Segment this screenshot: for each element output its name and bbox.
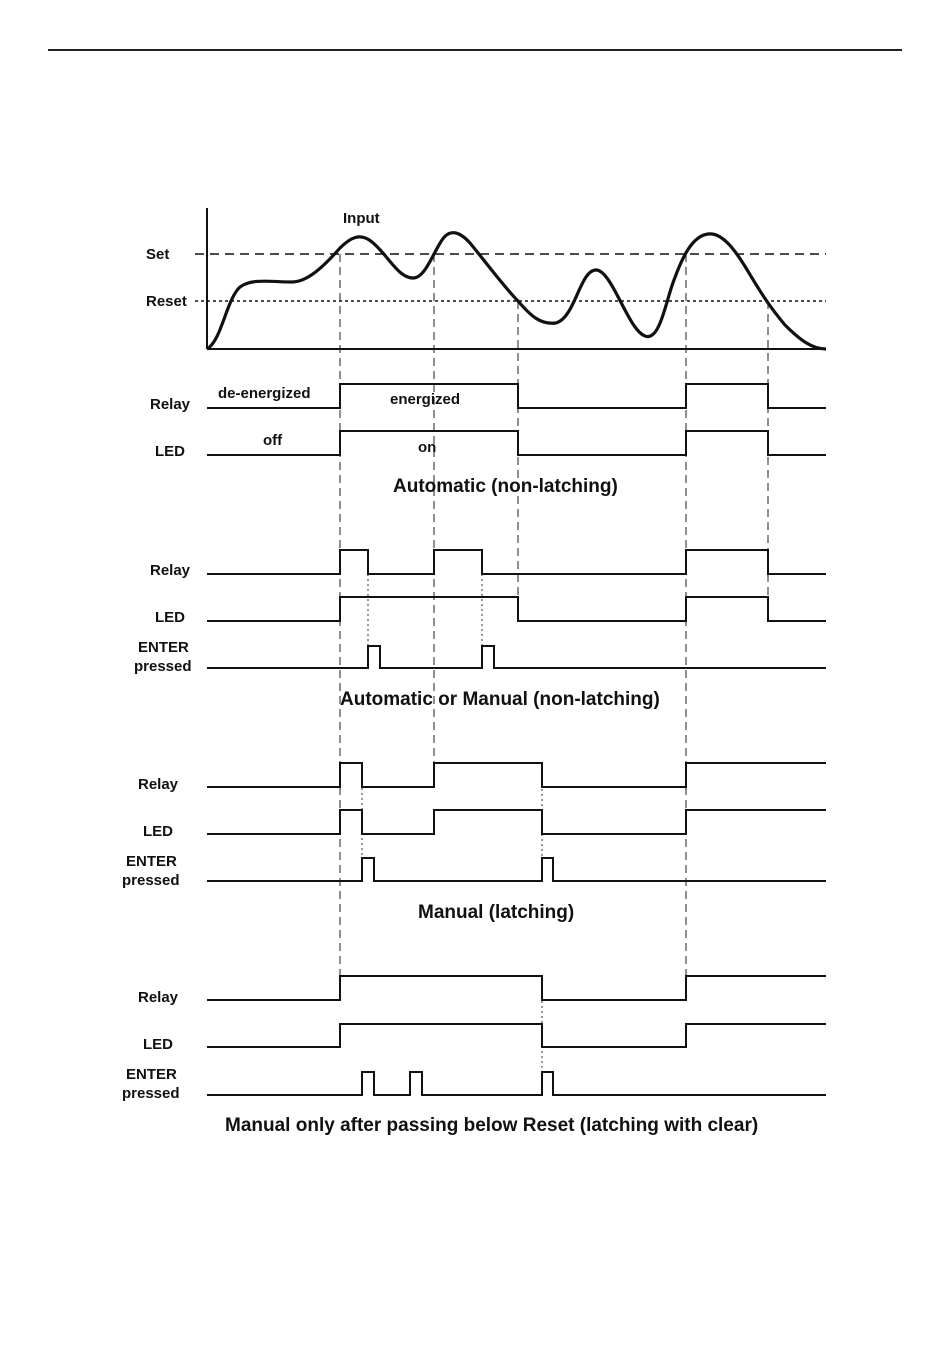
section-caption: Automatic (non-latching) [393,476,618,497]
enter-label-line1: ENTER [138,639,189,656]
enter-label-line1: ENTER [126,1066,177,1083]
guide-lines [340,254,768,1072]
led-signal [207,431,826,455]
enter-label-line1: ENTER [126,853,177,870]
on-label: on [418,439,437,456]
section-caption: Manual only after passing below Reset (latching with clear) [225,1115,759,1136]
relay-label: Relay [150,562,191,579]
enter-signal [207,646,826,668]
set-label: Set [146,246,170,263]
input-label: Input [343,210,380,227]
section-caption: Manual (latching) [418,902,575,923]
led-label: LED [155,609,185,626]
section-automatic [150,384,826,497]
off-label: off [263,432,283,449]
led-signal [207,597,826,621]
led-label: LED [143,823,173,840]
section-manual [122,763,826,923]
section-caption: Automatic or Manual (non-latching) [340,689,660,710]
enter-signal [207,1072,826,1095]
relay-signal [207,763,826,787]
enter-label-line2: pressed [134,658,192,675]
led-signal [207,1024,826,1047]
energized-label: energized [390,391,461,408]
section-auto-manual [134,550,826,710]
relay-signal [207,976,826,1000]
relay-label: Relay [150,396,191,413]
section-manual-clear [122,976,826,1136]
led-label: LED [155,443,185,460]
enter-label-line2: pressed [122,1085,180,1102]
led-label: LED [143,1036,173,1053]
led-signal [207,810,826,834]
reset-label: Reset [146,293,187,310]
relay-label: Relay [138,776,179,793]
relay-label: Relay [138,989,179,1006]
enter-signal [207,858,826,881]
relay-signal [207,550,826,574]
enter-label-line2: pressed [122,872,180,889]
input-curve [207,233,826,349]
input-graph [146,208,826,349]
deenergized-label: de-energized [218,385,311,402]
